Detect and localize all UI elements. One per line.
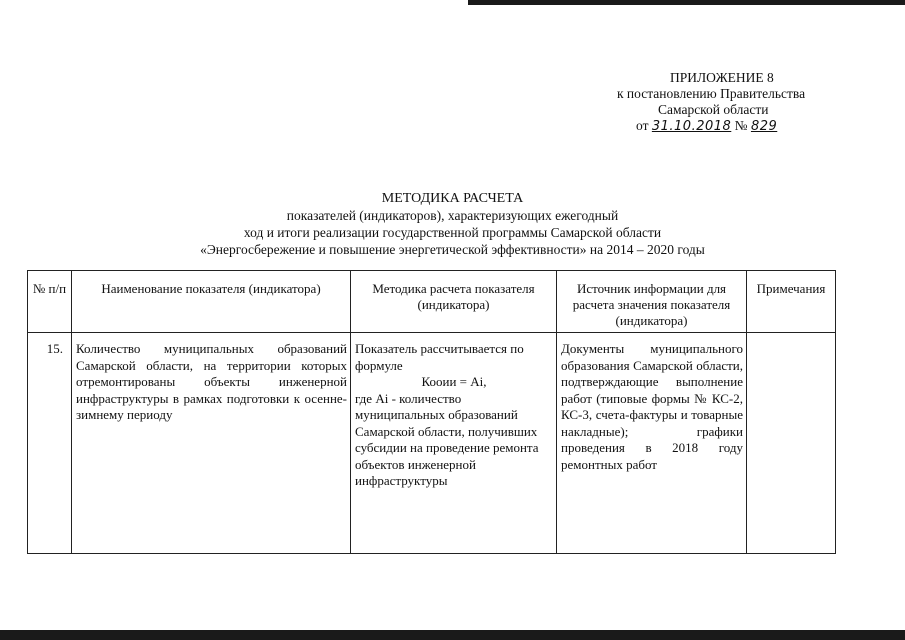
region-label: Самарской области [658, 102, 769, 117]
table-header-row [28, 271, 836, 333]
method-intro: Показатель рассчитывается по формуле [355, 341, 524, 373]
title-line-3: ход и итоги реализации государственной программы Самарской области [243, 225, 662, 240]
approval-stamp [600, 70, 860, 135]
title-line-2: показателей (индикаторов), характеризующих ежегодный [286, 208, 619, 223]
row-source: Документы муниципального образования Самарской области, подтверждающие выполнение работ (типовые формы № КС-2, КС-3, счета-фактуры и товарные накладные); графики проведения в 2018 году ремонтных работ [557, 333, 747, 554]
header-name: Наименование показателя (индикатора) [72, 271, 351, 333]
title-main: МЕТОДИКА РАСЧЕТА [381, 191, 524, 206]
header-number: № п/п [28, 271, 72, 333]
number-prefix: № [734, 118, 748, 133]
title-line-4: «Энергосбережение и повышение энергетической эффективности» на 2014 – 2020 годы [200, 242, 705, 257]
method-description: где Ai - количество муниципальных образований Самарской области, получивших субсидии на проведение ремонта объектов инженерной инфраструктуры [355, 390, 539, 488]
decree-label: к постановлению Правительства [617, 86, 806, 101]
decree-date-line [600, 118, 860, 135]
method-formula: Кооии = Аi, [421, 374, 487, 389]
row-method [351, 333, 557, 554]
header-source: Источник информации для расчета значения показателя (индикатора) [557, 271, 747, 333]
scan-edge-top [468, 0, 905, 5]
row-notes [747, 333, 836, 554]
table-row [28, 333, 836, 554]
document-title [0, 190, 905, 258]
indicator-table [27, 270, 836, 554]
decree-date: 31.10.2018 [651, 119, 732, 134]
row-number: 15. [28, 333, 72, 554]
row-name: Количество муниципальных образований Самарской области, на территории которых отремонтированы объекты инженерной инфраструктуры в рамках подготовки к осенне-зимнему периоду [72, 333, 351, 554]
date-prefix: от [636, 118, 649, 133]
header-notes: Примечания [747, 271, 836, 333]
decree-number: 829 [750, 119, 778, 134]
appendix-label: ПРИЛОЖЕНИЕ 8 [670, 70, 774, 85]
scan-edge-bottom [0, 630, 905, 640]
header-method: Методика расчета показателя (индикатора) [351, 271, 557, 333]
